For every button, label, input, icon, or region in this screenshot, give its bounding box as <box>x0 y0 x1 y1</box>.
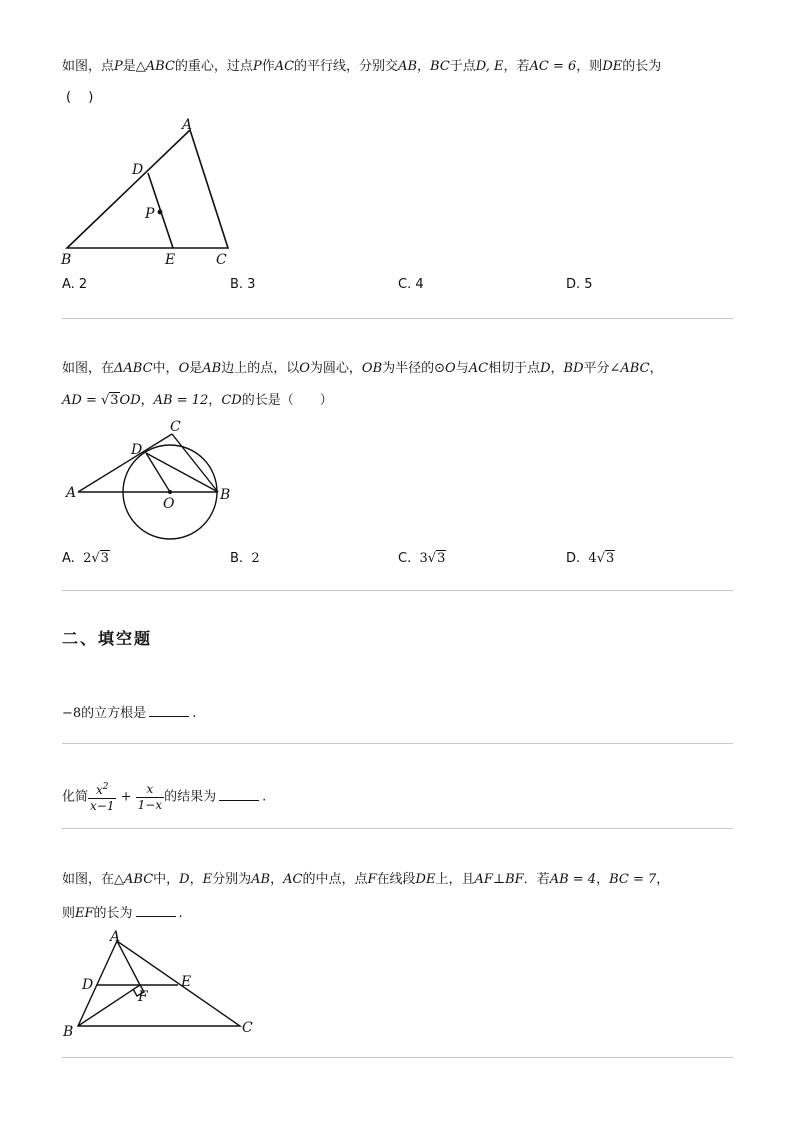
q1-seg-bc: BC <box>430 59 450 74</box>
q1-answer-paren: ( ) <box>66 90 94 105</box>
q1-label-p: P <box>145 206 155 222</box>
q2-label-d: D <box>131 442 143 458</box>
q4-stem: 化简 $\frac{x^2}{x-1}$ + $\frac{x}{1-x}$ 的结果为 . <box>62 781 267 813</box>
q1-var-p: P <box>252 59 262 74</box>
q2-option-d[interactable]: D. 4√3 <box>566 551 615 566</box>
q1-option-a[interactable]: A. 2 <box>62 277 88 292</box>
section-title: 二、填空题 <box>62 629 153 648</box>
q1-text: 的平行线，分别交 <box>294 59 399 74</box>
q2-label-c: C <box>170 419 181 435</box>
q1-var-p: P <box>114 59 123 74</box>
q2-label-b: B <box>220 487 231 503</box>
q1-label-b: B <box>61 252 72 268</box>
q1-text: 于点 <box>449 59 476 74</box>
q5-label-a: A <box>110 929 121 945</box>
q1-stem-line1: 如图，点P是△ABC的重心，过点P作AC的平行线，分别交AB，BC于点D, E，若AC = 6，则DE的长为 <box>62 59 662 74</box>
q5-label-f: F <box>138 989 148 1005</box>
q5-label-d: D <box>82 977 94 993</box>
q2-stem-line2: AD = √3OD，AB = 12，CD的长是（ ） <box>62 393 333 408</box>
q1-label-c: C <box>216 252 227 268</box>
q1-text: 的长为 <box>622 59 662 74</box>
q1-text: 如图，点 <box>62 59 115 74</box>
q1-option-b[interactable]: B. 3 <box>230 277 256 292</box>
q4-fraction-1: $\frac{x^2}{x-1}$ <box>90 782 115 813</box>
q1-label-e: E <box>165 252 176 268</box>
q2-label-a: A <box>66 485 77 501</box>
q2-stem-line1: 如图，在ΔABC中，O是AB边上的点，以O为圆心，OB为半径的⊙O与AC相切于点D，BD平分∠ABC， <box>62 361 663 376</box>
q2-option-a[interactable]: A. 2√3 <box>62 551 109 566</box>
q1-label-d: D <box>132 162 144 178</box>
q1-text: 的重心，过点 <box>174 59 253 74</box>
q1-text: ，若 <box>503 59 530 74</box>
q5-stem-line1: 如图，在△ABC中，D，E分别为AB，AC的中点，点F在线段DE上，且AF⊥BF．若AB = 4，BC = 7， <box>62 872 670 887</box>
q1-condition: AC = 6 <box>529 59 577 74</box>
q2-sqrt: √3 <box>100 393 119 408</box>
q2-label-o: O <box>163 496 175 512</box>
q1-seg-ac: AC <box>274 59 295 74</box>
q1-seg-ab: AB <box>398 59 418 74</box>
q1-text: ，则 <box>576 59 603 74</box>
q1-seg-de: DE <box>602 59 623 74</box>
q5-label-e: E <box>181 974 192 990</box>
q1-text: 作 <box>261 59 275 74</box>
divider <box>62 1057 733 1058</box>
q5-stem-line2: 则EF的长为 . <box>62 906 183 921</box>
q1-text: 是 <box>122 59 136 74</box>
q3-stem: −8的立方根是 . <box>62 706 197 721</box>
q5-label-b: B <box>63 1024 74 1040</box>
q1-label-a: A <box>182 117 193 133</box>
q5-label-c: C <box>242 1020 253 1036</box>
q2-option-b[interactable]: B. 2 <box>230 551 260 566</box>
q1-triangle: △ABC <box>135 59 175 74</box>
q1-points-de: D, E <box>475 59 504 74</box>
q1-option-d[interactable]: D. 5 <box>566 277 593 292</box>
q4-fraction-2: $\frac{x}{1-x}$ <box>137 781 163 812</box>
q1-option-c[interactable]: C. 4 <box>398 277 424 292</box>
q2-option-c[interactable]: C. 3√3 <box>398 551 446 566</box>
